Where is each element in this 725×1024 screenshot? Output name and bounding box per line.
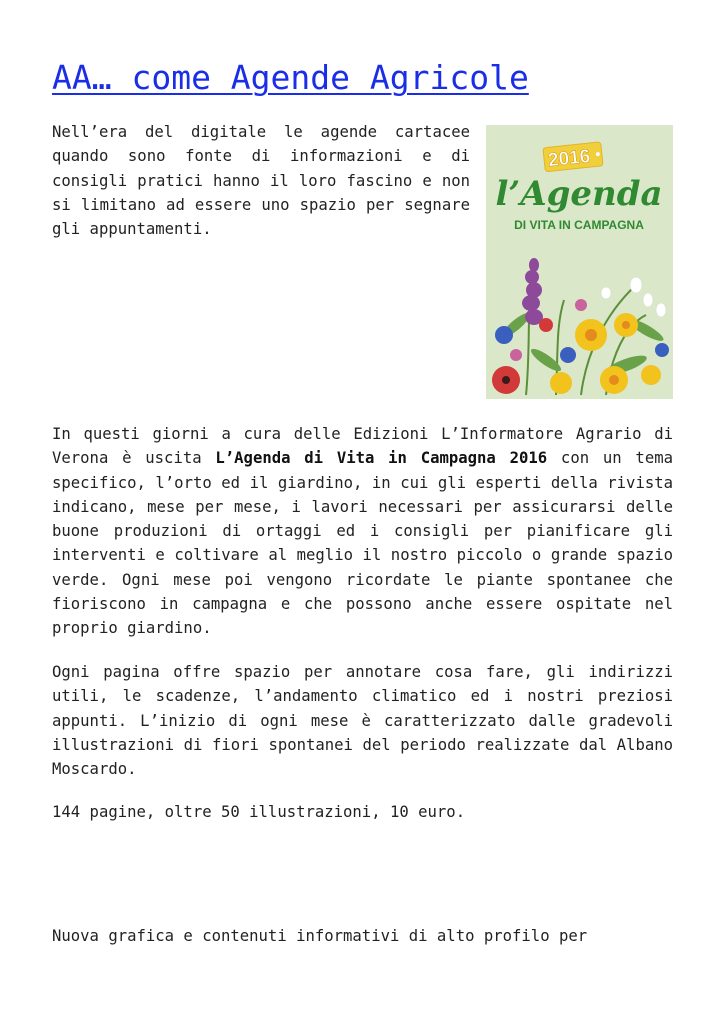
paragraph-4: Nuova grafica e contenuti informativi di alto profilo per (52, 927, 588, 945)
cover-title: l’Agenda (495, 174, 663, 214)
agenda-title-bold: L’Agenda di Vita in Campagna 2016 (215, 449, 548, 468)
book-cover-illustration (486, 125, 673, 399)
paragraph-1 (52, 422, 673, 641)
paragraph-1-text: In questi giorni a cura delle Edizioni L’Informatore Agrario di Verona è uscita (52, 425, 673, 468)
intro-paragraph: Nell’era del digitale le agende cartacee quando sono fonte di informazioni e di consigli pratici hanno il loro fascino e non si limitano ad essere uno spazio per segnare gli appuntamenti. (52, 123, 470, 239)
article-title-link[interactable]: AA… come Agende Agricole (52, 58, 529, 97)
paragraph-1-text-cont: con un tema specifico, l’orto ed il giardino, in cui gli esperti della rivista indicano, mese per mese, i lavori necessari per assicurarsi delle buone produzioni di ortaggi ed i consigli per pianificare gli interventi e coltivare al meglio il nostro piccolo o grande spazio verde. Ogni mese poi vengono ricordate le piante spontanee che fioriscono in campagna e che possono anche essere ospitate nel proprio giardino. (52, 449, 673, 638)
article-title (52, 56, 529, 100)
book-cover-image (486, 125, 673, 399)
cover-subtitle: DI VITA IN CAMPAGNA (514, 218, 644, 232)
cover-year: 2016 (547, 146, 592, 172)
paragraph-2: Ogni pagina offre spazio per annotare cosa fare, gli indirizzi utili, le scadenze, l’andamento climatico ed i nostri preziosi appunti. L’inizio di ogni mese è caratterizzato dalle gradevoli illustrazioni di fiori spontanei del periodo realizzate dal Albano Moscardo. (52, 663, 673, 779)
paragraph-3: 144 pagine, oltre 50 illustrazioni, 10 euro. (52, 803, 466, 821)
